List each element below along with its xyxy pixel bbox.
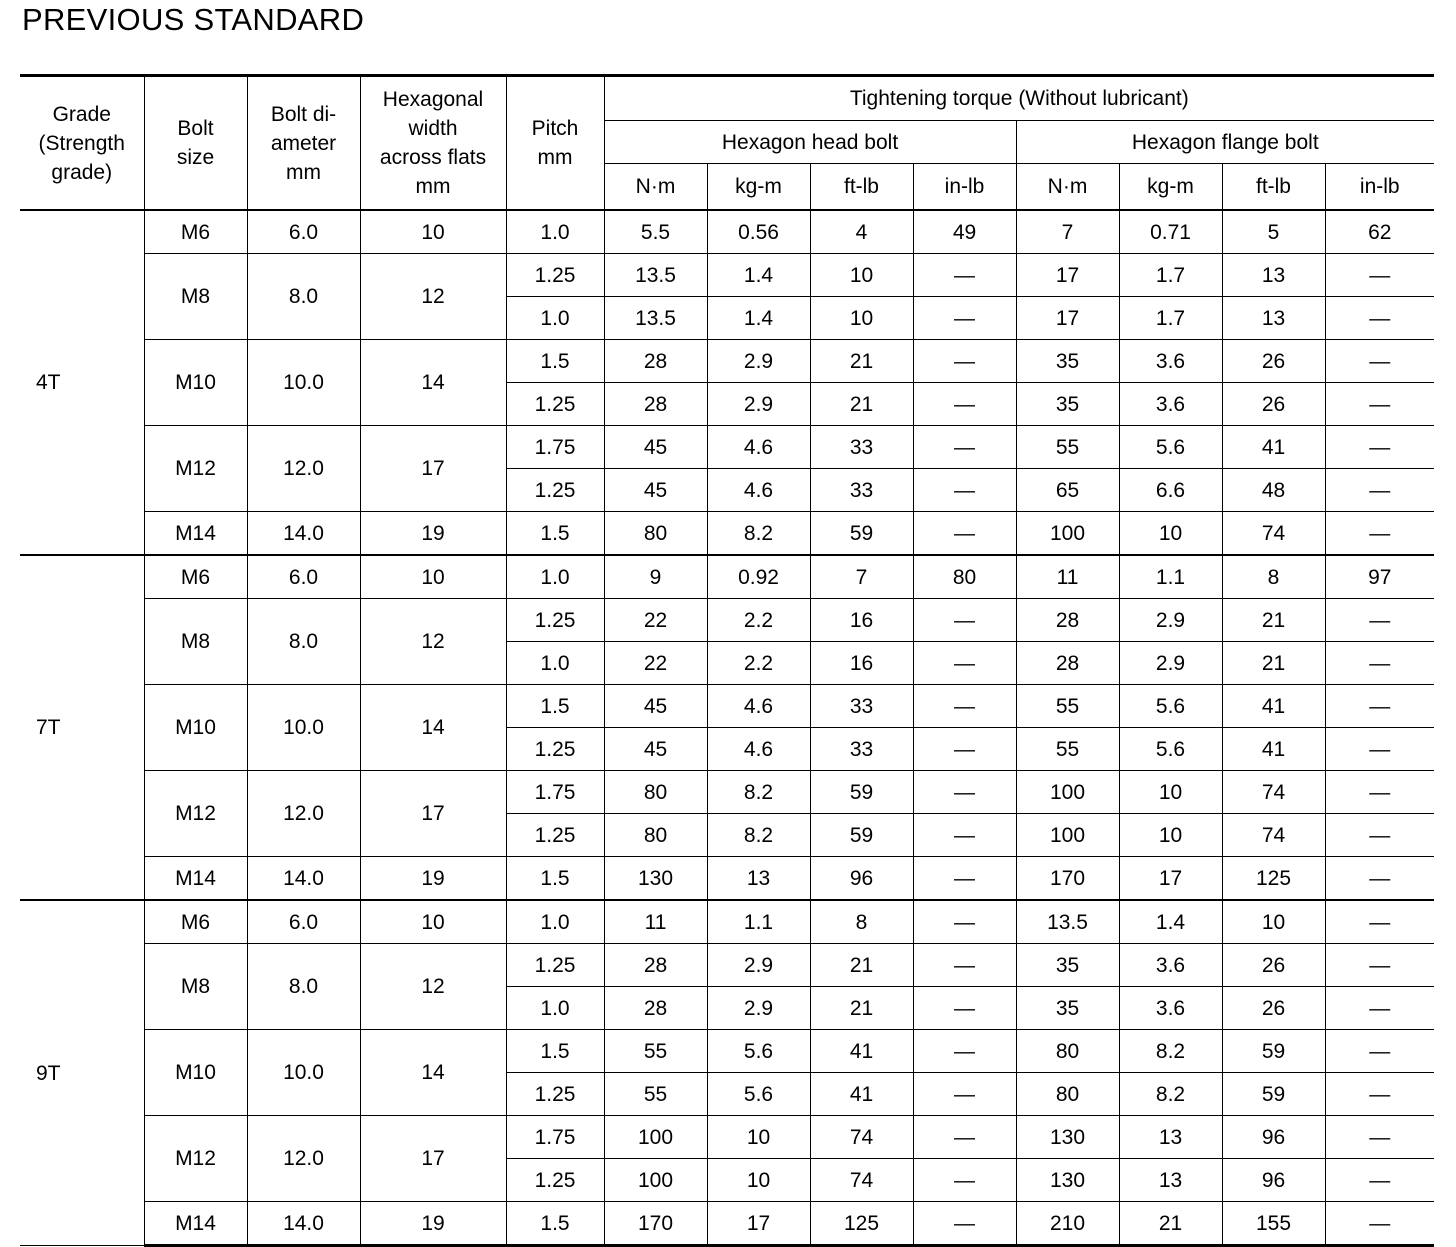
flange-nm-cell: 28	[1016, 642, 1119, 685]
head-ftlb-cell: 74	[810, 1159, 913, 1202]
head-kgm-cell: 2.9	[707, 987, 810, 1030]
flange-nm-cell: 11	[1016, 555, 1119, 599]
head-inlb-cell: —	[913, 469, 1016, 512]
head-inlb-cell: —	[913, 599, 1016, 642]
flange-kgm-cell: 8.2	[1119, 1073, 1222, 1116]
head-ftlb-cell: 10	[810, 297, 913, 340]
bolt-diameter-cell: 8.0	[247, 944, 360, 1030]
head-nm-cell: 28	[604, 944, 707, 987]
bolt-size-header: Bolt size	[144, 76, 247, 211]
head-inlb-cell: —	[913, 1159, 1016, 1202]
flange-nm-cell: 80	[1016, 1030, 1119, 1073]
head-kgm-cell: 2.2	[707, 599, 810, 642]
hex-width-cell: 17	[360, 771, 506, 857]
table-row	[20, 426, 1434, 469]
grade-cell: 4T	[20, 210, 144, 555]
head-nm-cell: 13.5	[604, 297, 707, 340]
head-ftlb-cell: 125	[810, 1202, 913, 1246]
flange-kgm-cell: 3.6	[1119, 340, 1222, 383]
flange-ftlb-cell: 21	[1222, 599, 1325, 642]
head-kgm-cell: 2.9	[707, 944, 810, 987]
head-nm-cell: 170	[604, 1202, 707, 1246]
head-kgm-cell: 1.1	[707, 900, 810, 944]
hex-width-cell: 17	[360, 426, 506, 512]
head-nm-cell: 22	[604, 642, 707, 685]
table-row	[20, 512, 1434, 556]
head-nm-cell: 55	[604, 1073, 707, 1116]
flange-nm-cell: 7	[1016, 210, 1119, 254]
head-nm-cell: 55	[604, 1030, 707, 1073]
head-kgm-cell: 0.92	[707, 555, 810, 599]
head-ftlb-cell: 16	[810, 642, 913, 685]
flange-ftlb-cell: 21	[1222, 642, 1325, 685]
table-row	[20, 210, 1434, 254]
head-nm-cell: 45	[604, 728, 707, 771]
head-kgm-cell: 5.6	[707, 1073, 810, 1116]
flange-nm-cell: 170	[1016, 857, 1119, 901]
bolt-diameter-header: Bolt di- ameter mm	[247, 76, 360, 211]
flange-kgm-cell: 5.6	[1119, 728, 1222, 771]
flange-ftlb-cell: 26	[1222, 987, 1325, 1030]
head-ftlb-cell: 7	[810, 555, 913, 599]
flange-inlb-cell: —	[1325, 987, 1434, 1030]
flange-kgm-cell: 13	[1119, 1159, 1222, 1202]
flange-inlb-cell: —	[1325, 1159, 1434, 1202]
head-inlb-cell: 49	[913, 210, 1016, 254]
flange-inlb-cell: —	[1325, 426, 1434, 469]
head-inlb-cell: —	[913, 254, 1016, 297]
torque-table-body	[20, 210, 1434, 1246]
flange-ftlb-cell: 10	[1222, 900, 1325, 944]
head-inlb-cell: —	[913, 900, 1016, 944]
pitch-cell: 1.25	[506, 1159, 604, 1202]
pitch-cell: 1.5	[506, 340, 604, 383]
head-kgm-cell: 1.4	[707, 297, 810, 340]
head-kgm-cell: 8.2	[707, 814, 810, 857]
head-nm-cell: 28	[604, 383, 707, 426]
flange-inlb-cell: —	[1325, 383, 1434, 426]
unit-header: ft-lb	[810, 164, 913, 211]
flange-nm-cell: 13.5	[1016, 900, 1119, 944]
flange-nm-cell: 100	[1016, 512, 1119, 556]
pitch-cell: 1.0	[506, 297, 604, 340]
flange-inlb-cell: 97	[1325, 555, 1434, 599]
head-ftlb-cell: 21	[810, 987, 913, 1030]
table-row	[20, 340, 1434, 383]
head-inlb-cell: —	[913, 383, 1016, 426]
unit-header: kg-m	[1119, 164, 1222, 211]
bolt-size-cell: M6	[144, 555, 247, 599]
bolt-diameter-cell: 14.0	[247, 512, 360, 556]
page-title: PREVIOUS STANDARD	[22, 2, 365, 37]
bolt-size-cell: M10	[144, 340, 247, 426]
flange-ftlb-cell: 48	[1222, 469, 1325, 512]
flange-ftlb-cell: 74	[1222, 814, 1325, 857]
table-row	[20, 254, 1434, 297]
bolt-diameter-cell: 6.0	[247, 555, 360, 599]
head-kgm-cell: 0.56	[707, 210, 810, 254]
flange-ftlb-cell: 125	[1222, 857, 1325, 901]
head-ftlb-cell: 21	[810, 944, 913, 987]
head-kgm-cell: 8.2	[707, 771, 810, 814]
flange-kgm-cell: 1.7	[1119, 297, 1222, 340]
head-inlb-cell: —	[913, 944, 1016, 987]
tightening-torque-header: Tightening torque (Without lubricant)	[604, 76, 1434, 121]
head-kgm-cell: 2.9	[707, 340, 810, 383]
flange-ftlb-cell: 59	[1222, 1030, 1325, 1073]
flange-kgm-cell: 17	[1119, 857, 1222, 901]
unit-header: in-lb	[1325, 164, 1434, 211]
flange-ftlb-cell: 41	[1222, 685, 1325, 728]
head-nm-cell: 100	[604, 1116, 707, 1159]
flange-ftlb-cell: 74	[1222, 512, 1325, 556]
head-inlb-cell: 80	[913, 555, 1016, 599]
pitch-cell: 1.25	[506, 1073, 604, 1116]
flange-nm-cell: 130	[1016, 1159, 1119, 1202]
table-row	[20, 685, 1434, 728]
hex-width-cell: 14	[360, 340, 506, 426]
flange-kgm-cell: 21	[1119, 1202, 1222, 1246]
flange-ftlb-cell: 155	[1222, 1202, 1325, 1246]
flange-nm-cell: 28	[1016, 599, 1119, 642]
head-nm-cell: 11	[604, 900, 707, 944]
torque-table	[20, 74, 1434, 1247]
flange-inlb-cell: —	[1325, 685, 1434, 728]
head-ftlb-cell: 41	[810, 1030, 913, 1073]
pitch-cell: 1.5	[506, 857, 604, 901]
bolt-size-cell: M14	[144, 857, 247, 901]
head-ftlb-cell: 33	[810, 685, 913, 728]
flange-inlb-cell: —	[1325, 944, 1434, 987]
head-ftlb-cell: 41	[810, 1073, 913, 1116]
hex-width-cell: 12	[360, 599, 506, 685]
flange-nm-cell: 35	[1016, 987, 1119, 1030]
pitch-cell: 1.25	[506, 599, 604, 642]
table-row	[20, 900, 1434, 944]
flange-ftlb-cell: 74	[1222, 771, 1325, 814]
head-inlb-cell: —	[913, 1116, 1016, 1159]
bolt-diameter-cell: 14.0	[247, 857, 360, 901]
flange-nm-cell: 55	[1016, 728, 1119, 771]
flange-inlb-cell: —	[1325, 1030, 1434, 1073]
head-inlb-cell: —	[913, 987, 1016, 1030]
unit-header: kg-m	[707, 164, 810, 211]
head-kgm-cell: 4.6	[707, 426, 810, 469]
flange-kgm-cell: 10	[1119, 814, 1222, 857]
head-ftlb-cell: 33	[810, 426, 913, 469]
bolt-size-cell: M12	[144, 771, 247, 857]
head-nm-cell: 80	[604, 512, 707, 556]
pitch-cell: 1.0	[506, 900, 604, 944]
head-inlb-cell: —	[913, 814, 1016, 857]
pitch-cell: 1.5	[506, 512, 604, 556]
flange-inlb-cell: —	[1325, 340, 1434, 383]
flange-ftlb-cell: 26	[1222, 383, 1325, 426]
hex-width-cell: 19	[360, 857, 506, 901]
flange-nm-cell: 35	[1016, 340, 1119, 383]
flange-nm-cell: 100	[1016, 771, 1119, 814]
table-row	[20, 1116, 1434, 1159]
flange-nm-cell: 55	[1016, 685, 1119, 728]
head-inlb-cell: —	[913, 685, 1016, 728]
flange-ftlb-cell: 5	[1222, 210, 1325, 254]
table-row	[20, 599, 1434, 642]
head-nm-cell: 45	[604, 469, 707, 512]
table-row	[20, 555, 1434, 599]
hexagon-flange-bolt-header: Hexagon flange bolt	[1016, 121, 1434, 164]
table-row	[20, 771, 1434, 814]
flange-ftlb-cell: 41	[1222, 728, 1325, 771]
head-ftlb-cell: 10	[810, 254, 913, 297]
head-nm-cell: 22	[604, 599, 707, 642]
flange-inlb-cell: —	[1325, 728, 1434, 771]
pitch-cell: 1.5	[506, 1030, 604, 1073]
bolt-size-cell: M12	[144, 1116, 247, 1202]
head-inlb-cell: —	[913, 1073, 1016, 1116]
bolt-diameter-cell: 12.0	[247, 426, 360, 512]
head-kgm-cell: 5.6	[707, 1030, 810, 1073]
head-inlb-cell: —	[913, 1202, 1016, 1246]
pitch-cell: 1.75	[506, 771, 604, 814]
bolt-size-cell: M14	[144, 1202, 247, 1246]
head-ftlb-cell: 4	[810, 210, 913, 254]
bolt-diameter-cell: 6.0	[247, 210, 360, 254]
head-inlb-cell: —	[913, 512, 1016, 556]
bolt-diameter-cell: 12.0	[247, 771, 360, 857]
head-inlb-cell: —	[913, 642, 1016, 685]
flange-kgm-cell: 5.6	[1119, 426, 1222, 469]
flange-ftlb-cell: 26	[1222, 944, 1325, 987]
head-nm-cell: 13.5	[604, 254, 707, 297]
flange-inlb-cell: —	[1325, 512, 1434, 556]
pitch-cell: 1.25	[506, 728, 604, 771]
flange-kgm-cell: 13	[1119, 1116, 1222, 1159]
head-kgm-cell: 13	[707, 857, 810, 901]
head-nm-cell: 28	[604, 987, 707, 1030]
hex-width-cell: 12	[360, 254, 506, 340]
bolt-size-cell: M6	[144, 900, 247, 944]
flange-inlb-cell: —	[1325, 297, 1434, 340]
hex-width-header: Hexagonal width across flats mm	[360, 76, 506, 211]
head-kgm-cell: 4.6	[707, 685, 810, 728]
head-inlb-cell: —	[913, 340, 1016, 383]
head-kgm-cell: 17	[707, 1202, 810, 1246]
flange-nm-cell: 17	[1016, 297, 1119, 340]
flange-inlb-cell: —	[1325, 814, 1434, 857]
bolt-size-cell: M10	[144, 685, 247, 771]
pitch-cell: 1.75	[506, 1116, 604, 1159]
flange-inlb-cell: —	[1325, 254, 1434, 297]
head-nm-cell: 45	[604, 426, 707, 469]
head-ftlb-cell: 59	[810, 512, 913, 556]
hex-width-cell: 19	[360, 512, 506, 556]
bolt-size-cell: M14	[144, 512, 247, 556]
unit-header: N·m	[1016, 164, 1119, 211]
flange-ftlb-cell: 59	[1222, 1073, 1325, 1116]
head-ftlb-cell: 59	[810, 771, 913, 814]
unit-header: N·m	[604, 164, 707, 211]
hex-width-cell: 10	[360, 555, 506, 599]
head-ftlb-cell: 74	[810, 1116, 913, 1159]
flange-nm-cell: 65	[1016, 469, 1119, 512]
flange-ftlb-cell: 8	[1222, 555, 1325, 599]
head-nm-cell: 45	[604, 685, 707, 728]
head-ftlb-cell: 96	[810, 857, 913, 901]
pitch-cell: 1.0	[506, 210, 604, 254]
grade-cell: 7T	[20, 555, 144, 900]
grade-cell: 9T	[20, 900, 144, 1246]
flange-inlb-cell: —	[1325, 642, 1434, 685]
bolt-size-cell: M6	[144, 210, 247, 254]
head-kgm-cell: 4.6	[707, 469, 810, 512]
flange-kgm-cell: 1.1	[1119, 555, 1222, 599]
flange-kgm-cell: 5.6	[1119, 685, 1222, 728]
head-ftlb-cell: 33	[810, 469, 913, 512]
flange-kgm-cell: 3.6	[1119, 987, 1222, 1030]
bolt-diameter-cell: 10.0	[247, 340, 360, 426]
head-kgm-cell: 2.9	[707, 383, 810, 426]
flange-kgm-cell: 1.7	[1119, 254, 1222, 297]
head-kgm-cell: 1.4	[707, 254, 810, 297]
bolt-diameter-cell: 12.0	[247, 1116, 360, 1202]
flange-kgm-cell: 2.9	[1119, 599, 1222, 642]
flange-inlb-cell: —	[1325, 771, 1434, 814]
head-ftlb-cell: 21	[810, 383, 913, 426]
pitch-cell: 1.75	[506, 426, 604, 469]
hexagon-head-bolt-header: Hexagon head bolt	[604, 121, 1016, 164]
head-inlb-cell: —	[913, 771, 1016, 814]
flange-inlb-cell: 62	[1325, 210, 1434, 254]
hex-width-cell: 14	[360, 1030, 506, 1116]
hex-width-cell: 10	[360, 210, 506, 254]
head-inlb-cell: —	[913, 1030, 1016, 1073]
bolt-diameter-cell: 6.0	[247, 900, 360, 944]
table-row	[20, 857, 1434, 901]
bolt-size-cell: M8	[144, 944, 247, 1030]
flange-nm-cell: 35	[1016, 944, 1119, 987]
flange-nm-cell: 35	[1016, 383, 1119, 426]
flange-nm-cell: 100	[1016, 814, 1119, 857]
pitch-cell: 1.25	[506, 383, 604, 426]
head-kgm-cell: 4.6	[707, 728, 810, 771]
head-ftlb-cell: 16	[810, 599, 913, 642]
flange-nm-cell: 130	[1016, 1116, 1119, 1159]
flange-kgm-cell: 0.71	[1119, 210, 1222, 254]
head-kgm-cell: 10	[707, 1159, 810, 1202]
head-kgm-cell: 2.2	[707, 642, 810, 685]
hex-width-cell: 12	[360, 944, 506, 1030]
bolt-diameter-cell: 10.0	[247, 1030, 360, 1116]
unit-header: in-lb	[913, 164, 1016, 211]
flange-kgm-cell: 3.6	[1119, 383, 1222, 426]
pitch-cell: 1.0	[506, 642, 604, 685]
head-nm-cell: 80	[604, 814, 707, 857]
flange-inlb-cell: —	[1325, 857, 1434, 901]
pitch-cell: 1.5	[506, 1202, 604, 1246]
hex-width-cell: 10	[360, 900, 506, 944]
head-inlb-cell: —	[913, 728, 1016, 771]
flange-ftlb-cell: 96	[1222, 1159, 1325, 1202]
pitch-header: Pitch mm	[506, 76, 604, 211]
flange-inlb-cell: —	[1325, 1073, 1434, 1116]
pitch-cell: 1.25	[506, 944, 604, 987]
flange-inlb-cell: —	[1325, 469, 1434, 512]
head-ftlb-cell: 8	[810, 900, 913, 944]
flange-kgm-cell: 3.6	[1119, 944, 1222, 987]
bolt-diameter-cell: 8.0	[247, 254, 360, 340]
head-nm-cell: 28	[604, 340, 707, 383]
flange-kgm-cell: 6.6	[1119, 469, 1222, 512]
head-nm-cell: 5.5	[604, 210, 707, 254]
pitch-cell: 1.0	[506, 555, 604, 599]
bolt-diameter-cell: 10.0	[247, 685, 360, 771]
flange-ftlb-cell: 96	[1222, 1116, 1325, 1159]
flange-kgm-cell: 10	[1119, 771, 1222, 814]
bolt-size-cell: M8	[144, 254, 247, 340]
pitch-cell: 1.5	[506, 685, 604, 728]
flange-ftlb-cell: 13	[1222, 254, 1325, 297]
bolt-size-cell: M10	[144, 1030, 247, 1116]
head-inlb-cell: —	[913, 297, 1016, 340]
table-row	[20, 944, 1434, 987]
grade-header: Grade (Strength grade)	[20, 76, 144, 211]
flange-ftlb-cell: 26	[1222, 340, 1325, 383]
head-nm-cell: 130	[604, 857, 707, 901]
flange-nm-cell: 55	[1016, 426, 1119, 469]
flange-kgm-cell: 2.9	[1119, 642, 1222, 685]
head-inlb-cell: —	[913, 426, 1016, 469]
unit-header: ft-lb	[1222, 164, 1325, 211]
table-row	[20, 1202, 1434, 1246]
hex-width-cell: 14	[360, 685, 506, 771]
head-ftlb-cell: 21	[810, 340, 913, 383]
head-ftlb-cell: 33	[810, 728, 913, 771]
table-row	[20, 1030, 1434, 1073]
flange-ftlb-cell: 13	[1222, 297, 1325, 340]
flange-kgm-cell: 8.2	[1119, 1030, 1222, 1073]
flange-kgm-cell: 10	[1119, 512, 1222, 556]
bolt-diameter-cell: 8.0	[247, 599, 360, 685]
flange-nm-cell: 80	[1016, 1073, 1119, 1116]
flange-inlb-cell: —	[1325, 900, 1434, 944]
hex-width-cell: 19	[360, 1202, 506, 1246]
head-kgm-cell: 8.2	[707, 512, 810, 556]
flange-inlb-cell: —	[1325, 599, 1434, 642]
head-nm-cell: 100	[604, 1159, 707, 1202]
head-ftlb-cell: 59	[810, 814, 913, 857]
flange-inlb-cell: —	[1325, 1202, 1434, 1246]
head-inlb-cell: —	[913, 857, 1016, 901]
flange-nm-cell: 210	[1016, 1202, 1119, 1246]
bolt-size-cell: M8	[144, 599, 247, 685]
flange-ftlb-cell: 41	[1222, 426, 1325, 469]
pitch-cell: 1.0	[506, 987, 604, 1030]
flange-nm-cell: 17	[1016, 254, 1119, 297]
head-kgm-cell: 10	[707, 1116, 810, 1159]
flange-inlb-cell: —	[1325, 1116, 1434, 1159]
pitch-cell: 1.25	[506, 254, 604, 297]
hex-width-cell: 17	[360, 1116, 506, 1202]
flange-kgm-cell: 1.4	[1119, 900, 1222, 944]
head-nm-cell: 9	[604, 555, 707, 599]
pitch-cell: 1.25	[506, 814, 604, 857]
head-nm-cell: 80	[604, 771, 707, 814]
pitch-cell: 1.25	[506, 469, 604, 512]
bolt-size-cell: M12	[144, 426, 247, 512]
bolt-diameter-cell: 14.0	[247, 1202, 360, 1246]
